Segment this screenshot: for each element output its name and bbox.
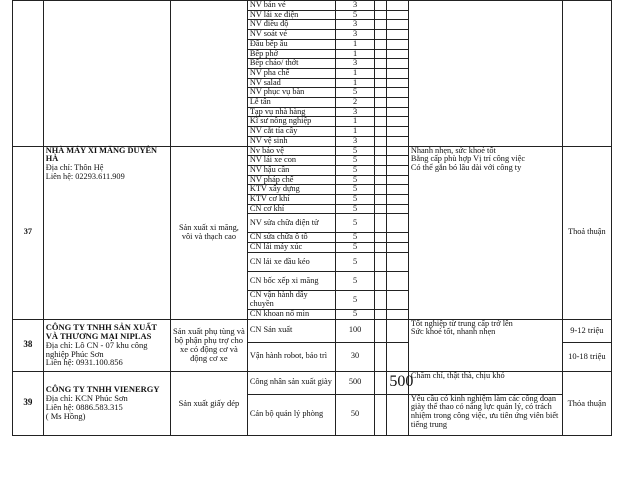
empty-cell — [375, 107, 387, 117]
requirement-line: Nhanh nhẹn, sức khoẻ tốt — [410, 145, 496, 155]
requirement-line: Bằng cấp phù hợp Vị trí công việc — [410, 154, 526, 164]
job-qty-cell: 5 — [336, 175, 375, 185]
job-title-cell: NV cắt tỉa cây — [247, 127, 335, 137]
job-title-cell: NV bán vé — [247, 1, 335, 11]
job-qty-cell: 3 — [336, 30, 375, 40]
table-row — [13, 319, 612, 342]
job-title-cell: CN lái máy xúc — [247, 243, 335, 253]
job-qty-cell: 1 — [336, 78, 375, 88]
empty-cell — [375, 20, 387, 30]
company-name: NHÀ MÁY XI MĂNG DUYÊN HÀ — [45, 145, 157, 164]
requirement-line: Có thể gắn bó lâu dài với công ty — [410, 162, 522, 172]
empty-cell — [375, 233, 387, 243]
empty-cell — [375, 252, 387, 271]
empty-cell — [375, 309, 387, 319]
job-title-cell: Công nhân sản xuất giày — [247, 371, 335, 394]
job-title-cell: CN cơ khí — [247, 204, 335, 214]
salary-cell: 9-12 triệu — [562, 319, 611, 342]
job-qty-cell: 5 — [336, 252, 375, 271]
company-address: Địa chỉ: Thôn Hệ — [45, 162, 104, 172]
requirements-cell: Chăm chỉ, thật thà, chịu khó — [408, 371, 562, 394]
empty-cell — [375, 156, 387, 166]
empty-cell — [375, 30, 387, 40]
job-qty-cell: 1 — [336, 39, 375, 49]
requirements-cell: Yêu cầu có kinh nghiệm làm các công đoạn giày thể thao có năng lực quản lý, có trách nhiệm trong công việc, ưu tiên ứng viên biết tiếng trung — [408, 394, 562, 435]
job-qty-cell: 5 — [336, 243, 375, 253]
salary-cell: Thoả thuận — [562, 146, 611, 319]
row-number-cell: 38 — [13, 319, 44, 371]
job-title-cell: Vận hành robot, bảo trì — [247, 342, 335, 371]
empty-cell — [387, 20, 409, 30]
empty-cell — [375, 127, 387, 137]
job-title-cell: NV pha chế — [247, 68, 335, 78]
empty-cell — [387, 165, 409, 175]
empty-cell — [387, 342, 409, 371]
job-qty-cell: 50 — [336, 394, 375, 435]
empty-cell — [375, 195, 387, 205]
salary-cell — [562, 1, 611, 147]
empty-cell — [387, 136, 409, 146]
company-cell — [43, 371, 170, 435]
field-cell: Sản xuất xi măng, vôi và thạch cao — [170, 146, 247, 319]
job-qty-cell: 5 — [336, 214, 375, 233]
job-title-cell: NV salad — [247, 78, 335, 88]
empty-cell — [375, 319, 387, 342]
company-cell — [43, 146, 170, 319]
empty-cell — [387, 39, 409, 49]
table-row — [13, 371, 612, 394]
field-cell: Sản xuất giấy dép — [170, 371, 247, 435]
field-cell — [170, 1, 247, 147]
job-qty-cell: 5 — [336, 204, 375, 214]
empty-cell — [387, 49, 409, 59]
empty-cell — [375, 165, 387, 175]
job-qty-cell: 3 — [336, 20, 375, 30]
empty-cell — [387, 78, 409, 88]
empty-cell — [387, 156, 409, 166]
requirement-line: Tốt nghiệp từ trung cấp trở lên — [410, 318, 513, 328]
empty-cell — [387, 214, 409, 233]
empty-cell — [387, 30, 409, 40]
job-qty-cell: 5 — [336, 290, 375, 309]
empty-cell — [387, 309, 409, 319]
company-contact: Liên hệ: 02293.611.909 — [45, 171, 125, 181]
recruitment-table — [12, 0, 612, 436]
empty-cell — [375, 371, 387, 394]
job-qty-cell: 3 — [336, 136, 375, 146]
empty-cell — [375, 78, 387, 88]
empty-cell — [375, 49, 387, 59]
empty-cell — [375, 146, 387, 156]
empty-cell — [387, 88, 409, 98]
empty-cell — [375, 68, 387, 78]
job-title-cell: Bếp phở — [247, 49, 335, 59]
job-qty-cell: 100 — [336, 319, 375, 342]
empty-cell — [375, 10, 387, 20]
job-title-cell: NV điều độ — [247, 20, 335, 30]
job-qty-cell: 5 — [336, 233, 375, 243]
empty-cell — [387, 98, 409, 108]
job-qty-cell: 5 — [336, 146, 375, 156]
empty-cell — [387, 271, 409, 290]
empty-cell — [375, 117, 387, 127]
empty-cell — [387, 59, 409, 69]
job-qty-cell: 3 — [336, 1, 375, 11]
job-title-cell: CN vận hành dây chuyền — [247, 290, 335, 309]
company-cell — [43, 1, 170, 147]
empty-cell — [375, 271, 387, 290]
empty-cell — [387, 243, 409, 253]
job-title-cell: CN bốc xếp xi măng — [247, 271, 335, 290]
company-contact-person: ( Ms Hồng) — [45, 411, 86, 421]
empty-cell — [375, 185, 387, 195]
empty-cell — [375, 342, 387, 371]
job-title-cell: Đầu bếp âu — [247, 39, 335, 49]
job-qty-cell: 2 — [336, 98, 375, 108]
empty-cell — [387, 127, 409, 137]
job-qty-cell: 5 — [336, 156, 375, 166]
empty-cell — [375, 243, 387, 253]
job-qty-cell: 500 — [336, 371, 375, 394]
company-address: Địa chỉ: Lô CN - 07 khu công nghiệp Phúc Sơn — [45, 339, 148, 359]
empty-cell — [387, 117, 409, 127]
requirement-line: Sức khoẻ tốt, nhanh nhẹn — [410, 327, 496, 337]
empty-cell — [387, 68, 409, 78]
empty-cell — [387, 146, 409, 156]
empty-cell — [375, 98, 387, 108]
job-title-cell: NV sửa chữa điện tử — [247, 214, 335, 233]
empty-cell — [387, 252, 409, 271]
row-number-cell: 37 — [13, 146, 44, 319]
company-contact: Liên hệ: 0886.583.315 — [45, 402, 123, 413]
job-qty-cell: 30 — [336, 342, 375, 371]
job-qty-cell: 5 — [336, 271, 375, 290]
job-extra-cell — [387, 394, 409, 435]
job-title-cell: Nv bảo vệ — [247, 146, 335, 156]
job-qty-cell: 3 — [336, 59, 375, 69]
company-address: Địa chỉ: KCN Phúc Sơn — [45, 393, 128, 404]
table-row — [13, 1, 612, 11]
row-number-cell: 39 — [13, 371, 44, 435]
empty-cell — [375, 136, 387, 146]
job-title-cell: NV lái xe con — [247, 156, 335, 166]
job-title-cell: Tạp vụ nhà hàng — [247, 107, 335, 117]
job-title-cell: KTV cơ khí — [247, 195, 335, 205]
job-title-cell: CN sửa chữa ô tô — [247, 233, 335, 243]
field-cell: Sản xuất phụ tùng và bộ phận phụ trợ cho xe có động cơ và động cơ xe — [170, 319, 247, 371]
requirements-cell — [408, 1, 562, 147]
job-qty-cell: 1 — [336, 127, 375, 137]
empty-cell — [375, 39, 387, 49]
requirements-cell — [408, 319, 562, 371]
salary-cell: Thỏa thuận — [562, 371, 611, 435]
company-cell — [43, 319, 170, 371]
empty-cell — [375, 204, 387, 214]
empty-cell — [387, 195, 409, 205]
empty-cell — [387, 204, 409, 214]
job-qty-cell: 3 — [336, 107, 375, 117]
empty-cell — [375, 290, 387, 309]
job-qty-cell: 1 — [336, 117, 375, 127]
empty-cell — [387, 290, 409, 309]
empty-cell — [375, 214, 387, 233]
job-title-cell: NV lái xe điện — [247, 10, 335, 20]
empty-cell — [387, 1, 409, 11]
empty-cell — [375, 59, 387, 69]
company-name: CÔNG TY TNHH SẢN XUẤT VÀ THƯƠNG MẠI NIPLAS — [45, 321, 157, 341]
job-title-cell: Bếp cháo/ thớt — [247, 59, 335, 69]
row-number-cell — [13, 1, 44, 147]
empty-cell — [387, 185, 409, 195]
empty-cell — [375, 1, 387, 11]
empty-cell — [375, 394, 387, 435]
job-qty-cell: 1 — [336, 49, 375, 59]
job-title-cell: NV phục vụ bàn — [247, 88, 335, 98]
job-title-cell: Lễ tân — [247, 98, 335, 108]
job-title-cell: Cán bộ quản lý phòng — [247, 394, 335, 435]
company-name: CÔNG TY TNHH VIENERGY — [45, 384, 160, 395]
empty-cell — [387, 319, 409, 342]
company-contact: Liên hệ: 0931.100.856 — [45, 357, 123, 368]
empty-cell — [387, 175, 409, 185]
job-qty-cell: 5 — [336, 185, 375, 195]
job-title-cell: NV hậu cần — [247, 165, 335, 175]
empty-cell — [387, 233, 409, 243]
job-qty-cell: 1 — [336, 68, 375, 78]
job-extra-cell: 500 — [387, 371, 409, 394]
job-title-cell: NV pháp chế — [247, 175, 335, 185]
empty-cell — [387, 10, 409, 20]
job-title-cell: CN Sản xuất — [247, 319, 335, 342]
job-qty-cell: 5 — [336, 165, 375, 175]
requirements-cell — [408, 146, 562, 319]
job-title-cell: KTV xây dựng — [247, 185, 335, 195]
empty-cell — [375, 88, 387, 98]
job-qty-cell: 5 — [336, 195, 375, 205]
job-title-cell: CN khoan nổ mìn — [247, 309, 335, 319]
job-qty-cell: 5 — [336, 10, 375, 20]
job-qty-cell: 5 — [336, 88, 375, 98]
empty-cell — [375, 175, 387, 185]
job-title-cell: CN lái xe đầu kéo — [247, 252, 335, 271]
empty-cell — [387, 107, 409, 117]
job-title-cell: NV vệ sinh — [247, 136, 335, 146]
salary-cell: 10-18 triệu — [562, 342, 611, 371]
job-title-cell: NV soát vé — [247, 30, 335, 40]
table-row — [13, 146, 612, 156]
job-qty-cell: 5 — [336, 309, 375, 319]
job-title-cell: Kĩ sư nông nghiệp — [247, 117, 335, 127]
